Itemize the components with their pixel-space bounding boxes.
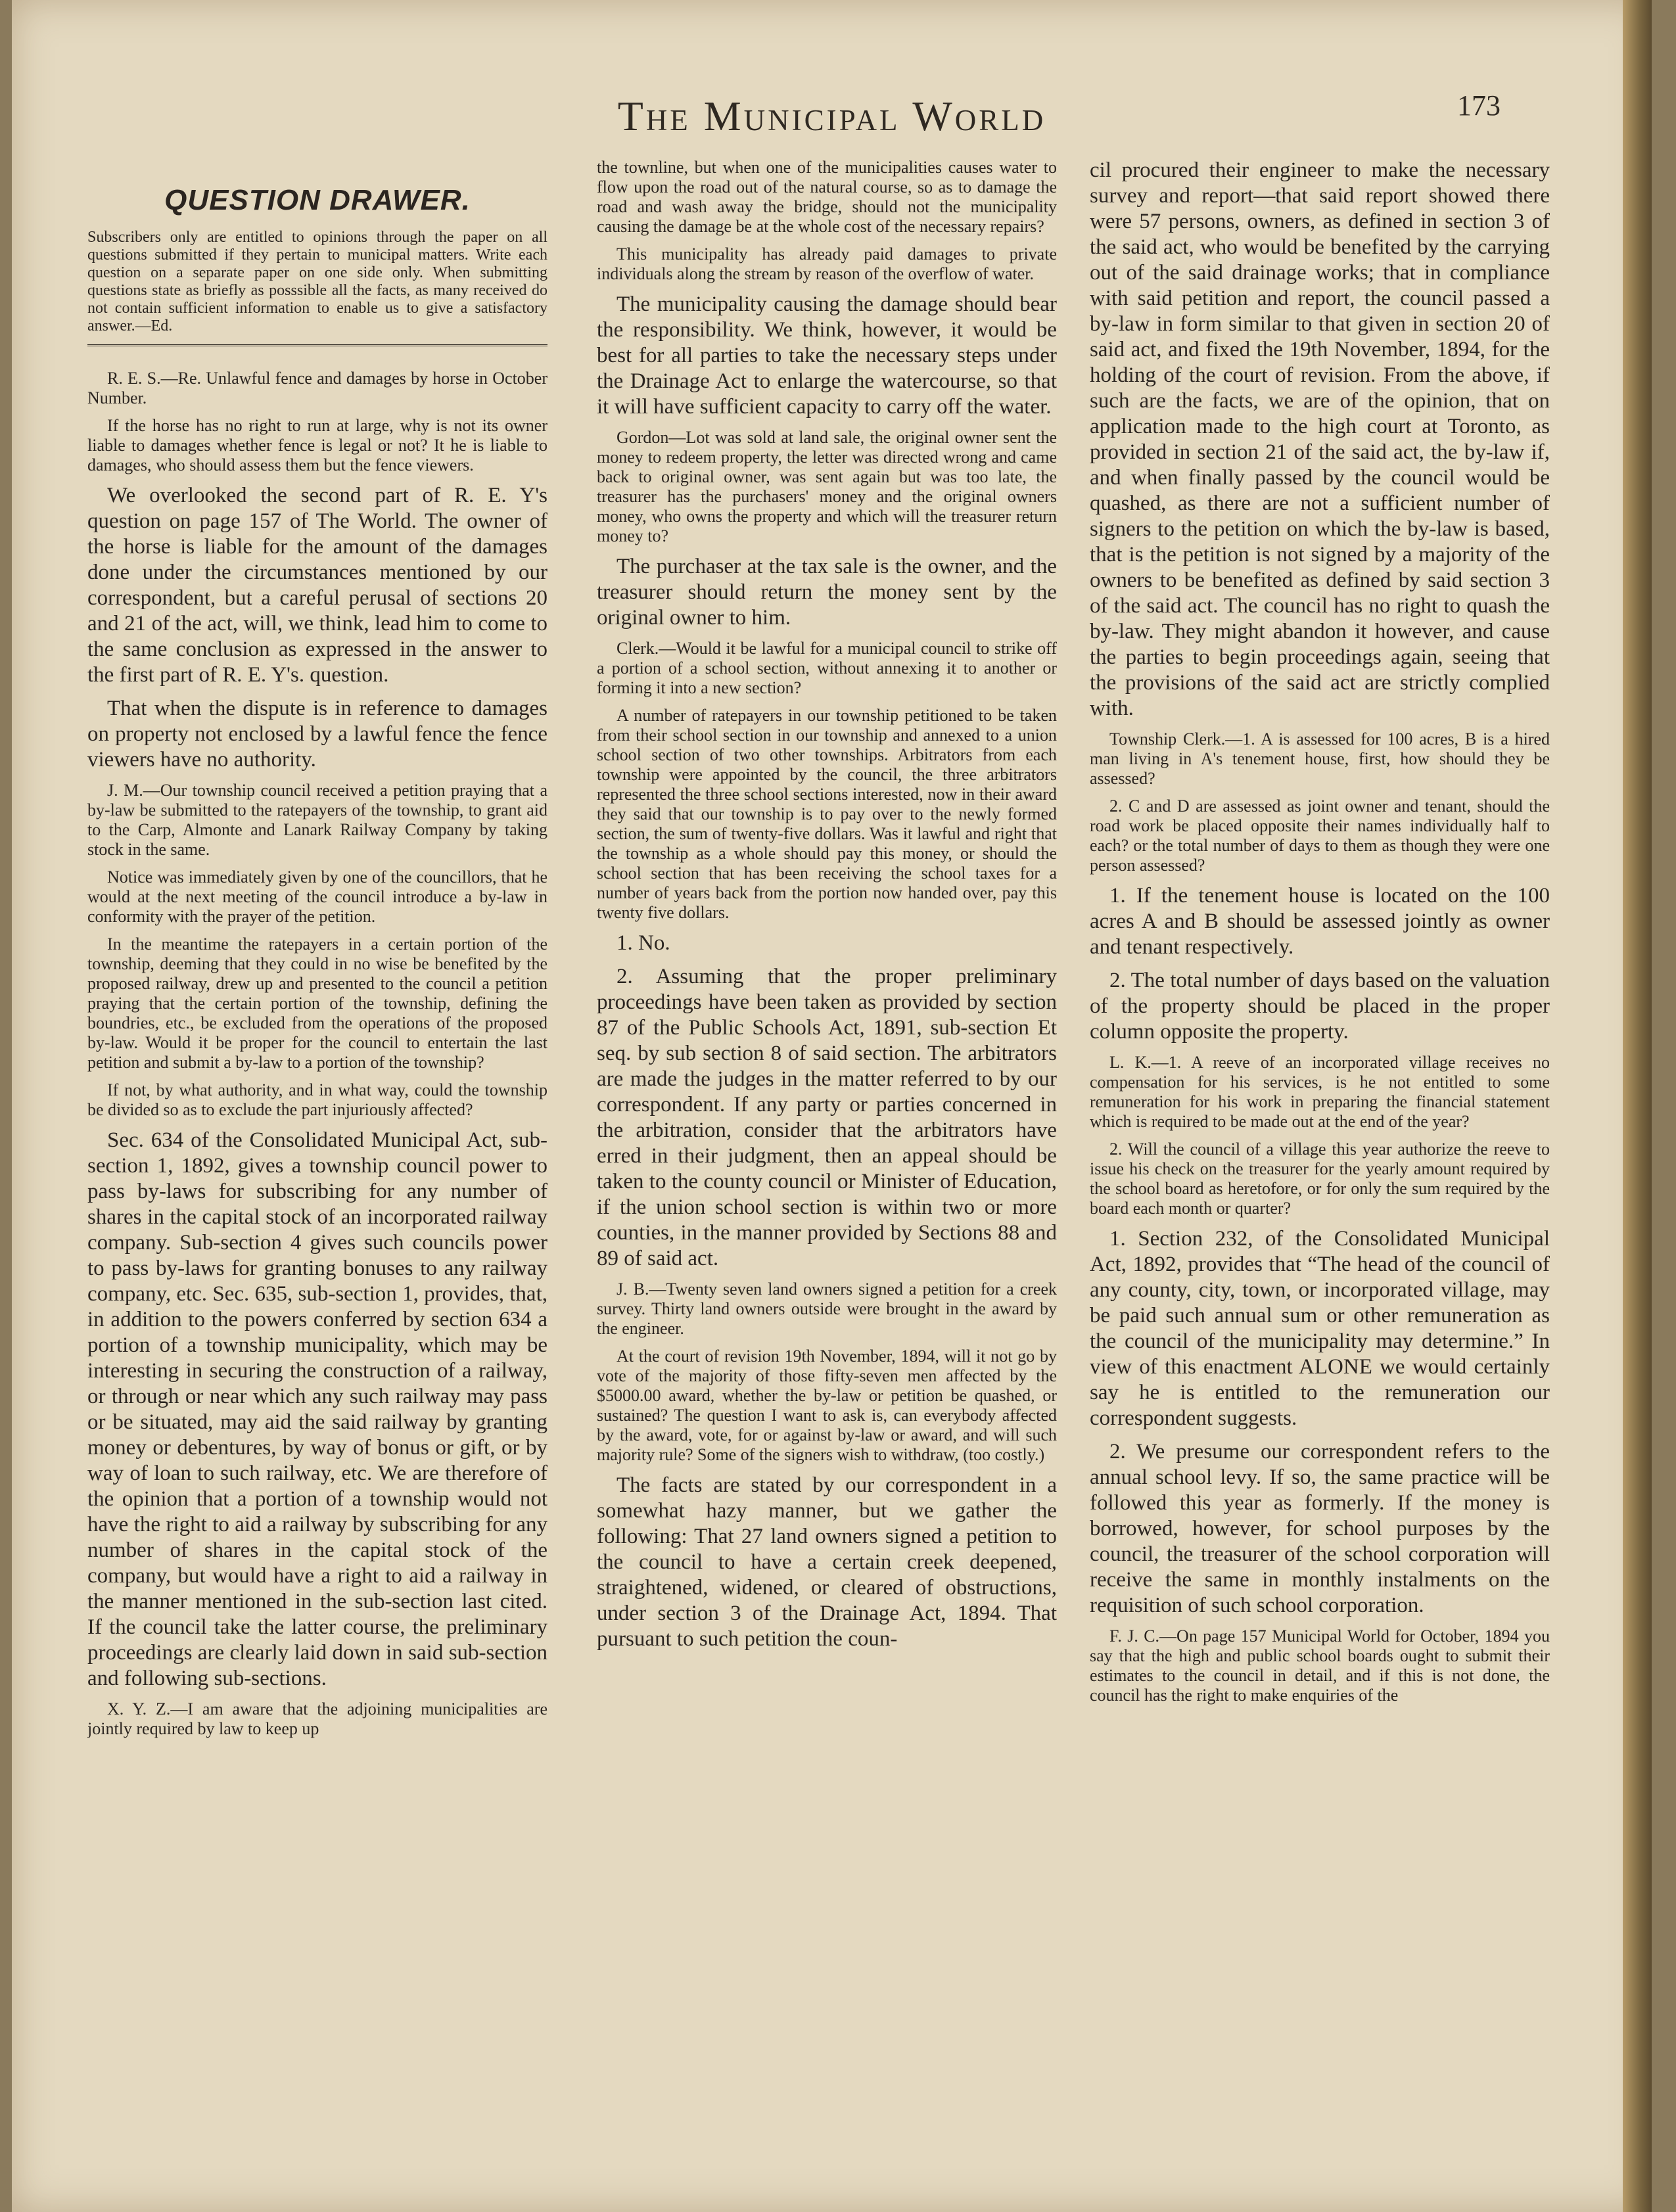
column-3 <box>1090 158 1550 2169</box>
section-heading: QUESTION DRAWER. <box>164 184 471 216</box>
answer-paragraph: We overlooked the second part of R. E. Y's question on page 157 of The World. The owner of the horse is liable for the amount of the damages done under the circumstances mentioned by our correspondent, but a careful perusal of sections 20 and 21 of the act, will, we think, lead him to come to the same conclusion as expressed in the answer to the first part of R. E. Y's. question. <box>87 484 547 687</box>
question-paragraph: L. K.—1. A reeve of an incorporated village receives no compensation for his services, is he not entitled to some remuneration for his work in preparing the financial statement which is required to be made out at the end of the year? <box>1090 1053 1550 1131</box>
subscriber-notice: Subscribers only are entitled to opinions through the paper on all questions submitted if they pertain to municipal matters. Write each question on a separate paper on one side only. When submitting questions state as briefly as posssible all the facts, as many received do not contain sufficient information to enable us to give a satisfactory answer.—Ed. <box>87 229 547 334</box>
question-paragraph: J. B.—Twenty seven land owners signed a petition for a creek survey. Thirty land owners outside were brought in the award by the engineer. <box>597 1279 1057 1338</box>
question-paragraph: A number of ratepayers in our township petitioned to be taken from their school section in our township and annexed to a union school section of two other townships. Arbitrators from each township were appointed by the council, the three arbitrators represented the three school sections interested, now in their award they said that our township is to pay over to the newly formed section, the sum of twenty-five dollars. Was it lawful and right that the township as a whole should pay this money, or should the school section that has been receiving the school taxes for a number of years back from the portion now handed over, pay this twenty five dollars. <box>597 706 1057 922</box>
question-paragraph: Township Clerk.—1. A is assessed for 100 acres, B is a hired man living in A's tenement house, first, how should they be assessed? <box>1090 729 1550 788</box>
column-1 <box>87 158 547 2169</box>
question-paragraph: F. J. C.—On page 157 Municipal World for October, 1894 you say that the high and public school boards ought to submit their estimates to the council in detail, and if this is not done, the council has the right to make enquiries of the <box>1090 1626 1550 1705</box>
question-paragraph: Notice was immediately given by one of the councillors, that he would at the next meeting of the council introduce a by-law in conformity with the prayer of the petition. <box>87 867 547 926</box>
question-paragraph: X. Y. Z.—I am aware that the adjoining municipalities are jointly required by law to keep up <box>87 1699 547 1738</box>
answer-paragraph: 1. If the tenement house is located on the 100 acres A and B should be assessed jointly as owner and tenant respectively. <box>1090 884 1550 959</box>
question-paragraph: If not, by what authority, and in what way, could the township be divided so as to exclude the part injuriously affected? <box>87 1080 547 1119</box>
question-paragraph: J. M.—Our township council received a petition praying that a by-law be submitted to the ratepayers of the township, to grant aid to the Carp, Almonte and Lanark Railway Company by taking stock in the same. <box>87 781 547 859</box>
question-paragraph: At the court of revision 19th November, 1894, will it not go by vote of the majority of those fifty-seven men affected by the $5000.00 award, whether the by-law or petition be quashed, or sustained? The question I want to ask is, can everybody affected by the award, vote, for or against by-law or award, and will such majority rule? Some of the signers wish to withdraw, (too costly.) <box>597 1347 1057 1464</box>
answer-paragraph: 2. We presume our correspondent refers to the annual school levy. If so, the same practice will be followed this year as formerly. If the money is borrowed, however, for school purposes by the council, the treasurer of the school corporation will receive the same in monthly instalments on the requisition of such school corporation. <box>1090 1440 1550 1617</box>
answer-paragraph: 1. No. <box>617 931 670 955</box>
book-binding-edge <box>1623 0 1652 2212</box>
question-paragraph: 2. C and D are assessed as joint owner and tenant, should the road work be placed opposite their names individually half to each? or the total number of days to them as though they were one person assessed? <box>1090 796 1550 875</box>
question-paragraph: This municipality has already paid damages to private individuals along the stream by reason of the overflow of water. <box>597 244 1057 283</box>
answer-paragraph: 1. Section 232, of the Consolidated Municipal Act, 1892, provides that “The head of the council of any county, city, town, or incorporated village, may be paid such annual sum or other remuneration as the council of the municipality may determine.” In view of this enactment ALONE we would certainly say he is entitled to the remuneration our correspondent suggests. <box>1090 1227 1550 1430</box>
answer-paragraph: cil procured their engineer to make the necessary survey and report—that said report showed there were 57 persons, owners, as defined in section 3 of the said act, who would be benefited by the carrying out of the said drainage works; that in compliance with said petition and report, the council passed a by-law in form similar to that given in section 20 of said act, and fixed the 19th November, 1894, for the holding of the court of revision. From the above, if such are the facts, we are of the opinion, that on application made to the high court at Toronto, as provided in section 21 of the said act, the by-law if, and when finally passed by the council would be quashed, as there are not a sufficient number of signers to the petition on which the by-law is based, that is the petition is not signed by a majority of the owners to be benefited as defined by said section 3 of the said act. The council has no right to quash the by-law. They might abandon it however, and cause the parties to begin proceedings again, seeing that the provisions of the said act are strictly complied with. <box>1090 158 1550 720</box>
question-paragraph: R. E. S.—Re. Unlawful fence and damages by horse in October Number. <box>87 369 547 407</box>
answer-paragraph: The facts are stated by our correspondent in a somewhat hazy manner, but we gather the following: That 27 land owners signed a petition to the council to have a certain creek deepened, straightened, widened, or cleared of obstructions, under section 3 of the Drainage Act, 1894. That pursuant to such petition the coun- <box>597 1473 1057 1651</box>
double-rule-divider <box>87 344 547 349</box>
answer-paragraph: That when the dispute is in reference to damages on property not enclosed by a lawful fence the fence viewers have no authority. <box>87 697 547 772</box>
answer-paragraph: The municipality causing the damage should bear the responsibility. We think, however, it would be best for all parties to take the necessary steps under the Drainage Act to enlarge the watercourse, so that it will have sufficient capacity to carry off the water. <box>597 292 1057 419</box>
question-paragraph: the townline, but when one of the municipalities causes water to flow upon the road out of the natural course, so as to damage the road and wash away the bridge, should not the municipality causing the damage be at the whole cost of the necessary repairs? <box>597 158 1057 236</box>
magazine-page <box>12 0 1652 2212</box>
answer-paragraph: The purchaser at the tax sale is the owner, and the treasurer should return the money sent by the original owner to him. <box>597 555 1057 630</box>
question-paragraph: In the meantime the ratepayers in a certain portion of the township, deeming that they could in no wise be benefited by the proposed railway, drew up and presented to the council a petition praying that the certain portion of the township, defining the boundries, etc., be excluded from the operations of the proposed by-law. Would it be proper for the council to entertain the last petition and submit a by-law to a portion of the township? <box>87 934 547 1072</box>
page-number: 173 <box>1457 89 1501 122</box>
masthead: The Municipal World <box>617 93 1046 139</box>
answer-paragraph: Sec. 634 of the Consolidated Municipal Act, sub-section 1, 1892, gives a township council power to pass by-laws for subscribing for any number of shares in the capital stock of an incorporated railway company. Sub-section 4 gives such councils power to pass by-laws for granting bonuses to any railway company, etc. Sec. 635, sub-section 1, provides, that, in addition to the powers conferred by section 634 a portion of a township municipality, which may be interesting in securing the construction of a railway, or through or near which any such railway may pass or be situated, may aid the said railway by granting money or debentures, by way of bonus or gift, or by way of loan to such railway, etc. We are therefore of the opinion that a portion of a township would not have the right to aid a railway by subscribing for any number of shares in the capital stock of the company, but would have a right to aid a railway in the manner mentioned in the sub-section last cited. If the council take the latter course, the preliminary proceedings are clearly laid down in said sub-section and following sub-sections. <box>87 1128 547 1690</box>
column-2 <box>597 158 1057 2169</box>
question-paragraph: If the horse has no right to run at large, why is not its owner liable to damages whether fence is legal or not? It he is liable to damages, who should assess them but the fence viewers. <box>87 416 547 474</box>
answer-paragraph: 2. The total number of days based on the valuation of the property should be placed in the proper column opposite the property. <box>1090 969 1550 1044</box>
question-paragraph: Gordon—Lot was sold at land sale, the original owner sent the money to redeem property, the letter was directed wrong and came back to original owner, was sent again but was too late, the treasurer has the purchasers' money and the original owners money, who owns the property and which will the treasurer return money to? <box>597 428 1057 545</box>
question-paragraph: 2. Will the council of a village this year authorize the reeve to issue his check on the treasurer for the yearly amount required by the school board as heretofore, or for only the sum required by the board each month or quarter? <box>1090 1140 1550 1218</box>
question-paragraph: Clerk.—Would it be lawful for a municipal council to strike off a portion of a school section, without annexing it to another or forming it into a new section? <box>597 639 1057 697</box>
answer-paragraph: 2. Assuming that the proper preliminary proceedings have been taken as provided by section 87 of the Public Schools Act, 1891, sub-section Et seq. by sub section 8 of said section. The arbitrators are made the judges in the matter referred to by our correspondent. If any party or parties concerned in the arbitration, consider that the arbitrators have erred in their judgment, then an appeal should be taken to the county council or Minister of Education, if the union school section is within two or more counties, in the manner provided by Sections 88 and 89 of said act. <box>597 965 1057 1270</box>
